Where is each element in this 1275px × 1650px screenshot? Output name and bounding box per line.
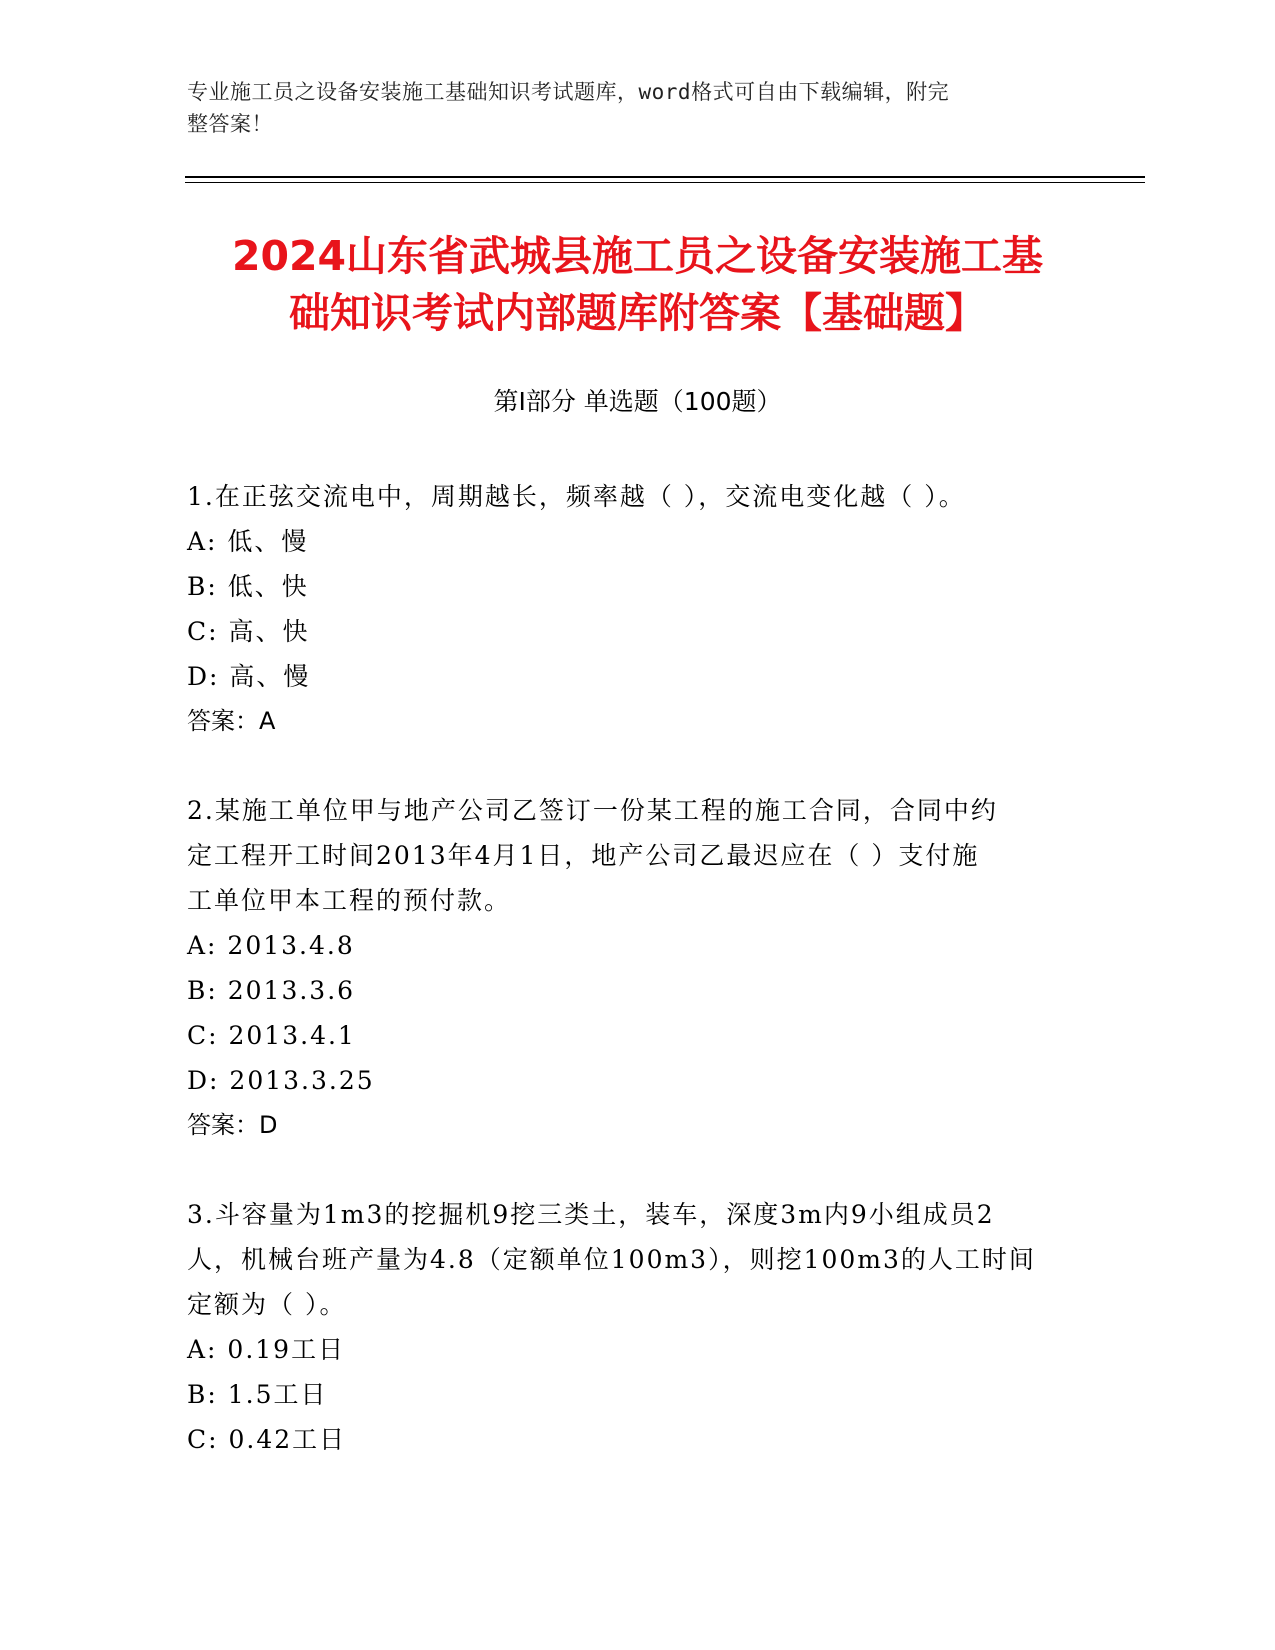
option-c: C: 2013.4.1 (187, 1021, 356, 1050)
question-stem: 3.斗容量为1m3的挖掘机9挖三类土，装车，深度3m内9小组成员2 (187, 1200, 995, 1229)
question-stem: 1.在正弦交流电中，周期越长，频率越（ ），交流电变化越（ ）。 (187, 482, 966, 511)
question-stem: 工单位甲本工程的预付款。 (187, 886, 512, 915)
header-note (187, 76, 1067, 140)
question-stem: 2.某施工单位甲与地产公司乙签订一份某工程的施工合同，合同中约 (187, 796, 998, 825)
option-b: B: 低、快 (187, 572, 309, 601)
option-b: B: 1.5工日 (187, 1380, 328, 1409)
option-a: A: 0.19工日 (187, 1335, 346, 1364)
question-3 (187, 1192, 1067, 1462)
header-divider-thick (185, 176, 1145, 178)
option-c: C: 高、快 (187, 617, 310, 646)
option-d: D: 高、慢 (187, 662, 311, 691)
answer: 答案：A (187, 707, 276, 735)
question-stem: 人，机械台班产量为4.8（定额单位100m3），则挖100m3的人工时间 (187, 1245, 1036, 1274)
document-title-line: 2024山东省武城县施工员之设备安装施工基 (231, 232, 1044, 280)
question-2 (187, 788, 1067, 1148)
option-c: C: 0.42工日 (187, 1425, 347, 1454)
header-note-line: 整答案！ (187, 112, 273, 136)
question-stem: 定额为（ ）。 (187, 1290, 347, 1319)
document-title-line: 础知识考试内部题库附答案【基础题】 (289, 289, 986, 337)
option-d: D: 2013.3.25 (187, 1066, 375, 1095)
question-1 (187, 474, 1067, 744)
document-title (150, 228, 1125, 342)
question-stem: 定工程开工时间2013年4月1日，地产公司乙最迟应在（ ）支付施 (187, 841, 980, 870)
section-title: 第Ⅰ部分 单选题（100题） (493, 387, 782, 416)
header-note-line: 专业施工员之设备安装施工基础知识考试题库，word格式可自由下载编辑，附完 (187, 80, 950, 104)
question-list (187, 474, 1067, 1506)
answer: 答案：D (187, 1111, 278, 1139)
option-a: A: 低、慢 (187, 527, 309, 556)
option-a: A: 2013.4.8 (187, 931, 355, 960)
header-divider-thin (185, 182, 1145, 183)
option-b: B: 2013.3.6 (187, 976, 356, 1005)
